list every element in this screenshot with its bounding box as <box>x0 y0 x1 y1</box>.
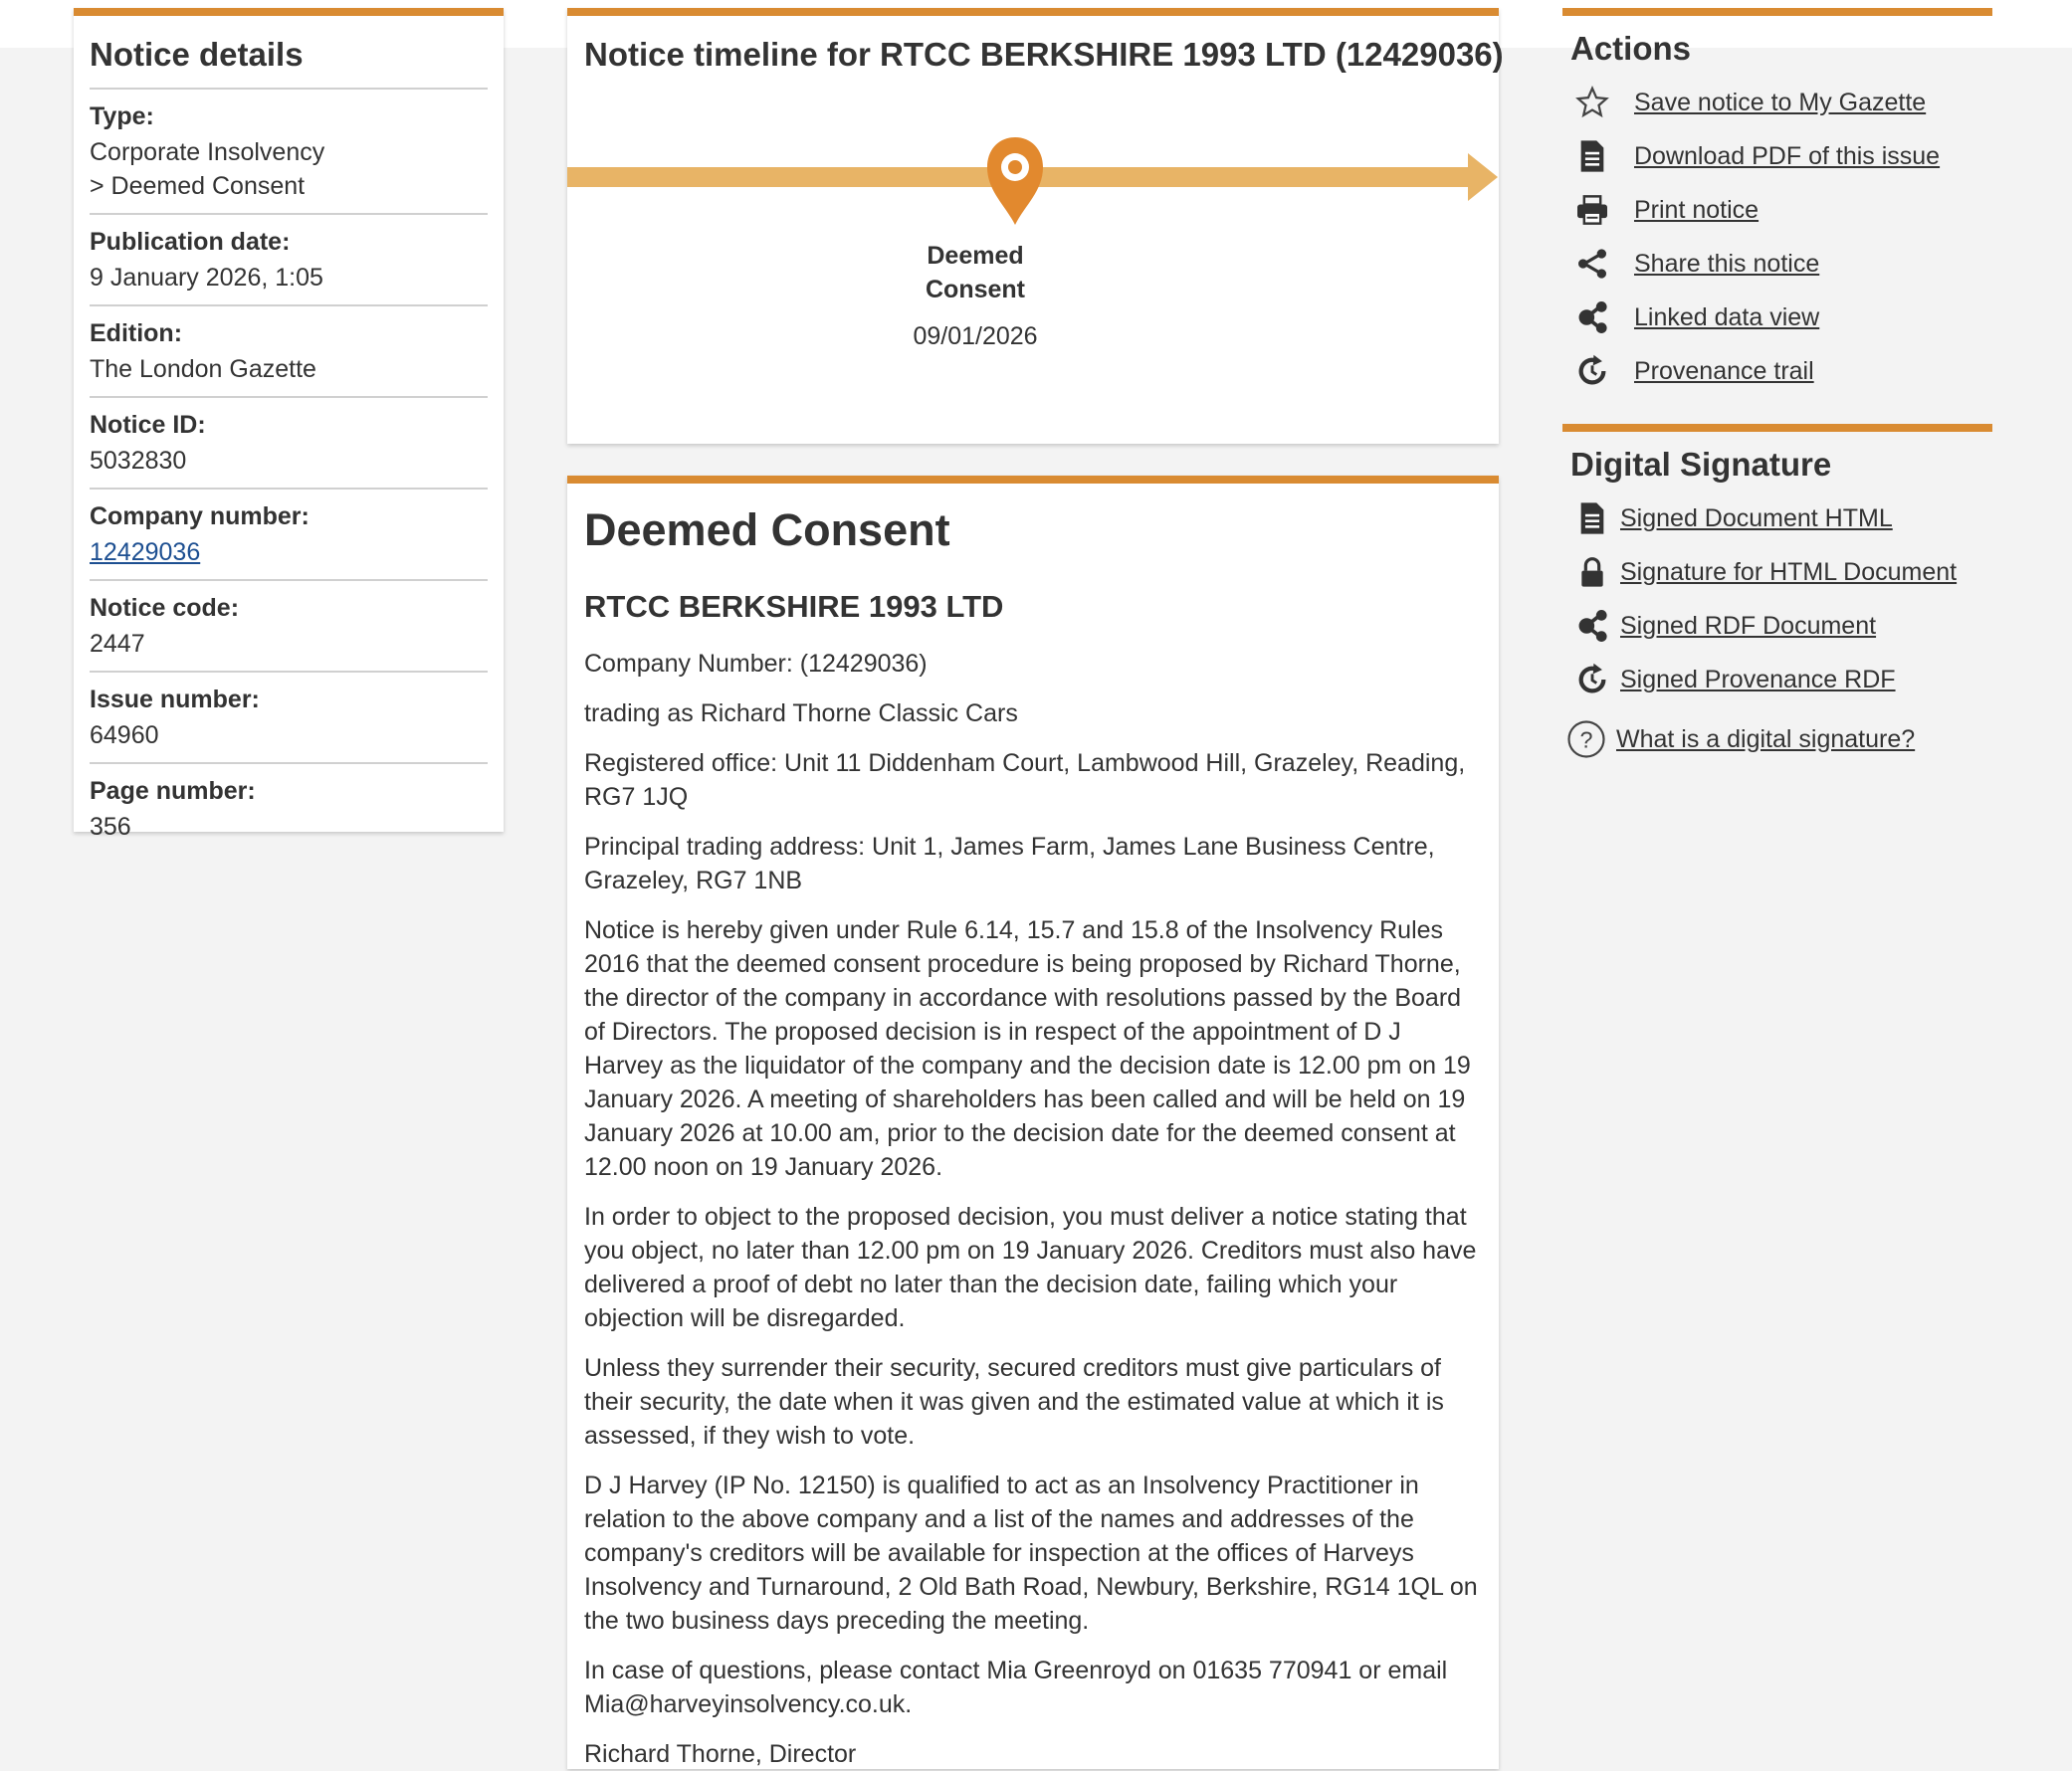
notice-paragraph: Unless they surrender their security, secured creditors must give particulars of their security, the date when it was given and the estimated value at which it is assessed, if they wish to vote. <box>584 1354 1444 1450</box>
detail-label: Page number: <box>90 777 256 805</box>
actions-title: Actions <box>1570 30 1692 67</box>
signature-html-document-link[interactable] <box>1562 545 1992 599</box>
share-notice-action[interactable] <box>1562 237 1992 291</box>
detail-notice-code <box>90 579 488 671</box>
detail-value: The London Gazette <box>90 355 316 383</box>
action-label[interactable]: Provenance trail <box>1634 356 1814 385</box>
document-icon <box>1572 500 1612 536</box>
timeline-event-line: Consent <box>926 276 1025 303</box>
detail-publication-date <box>90 213 488 304</box>
detail-company-number <box>90 488 488 579</box>
detail-value: 356 <box>90 813 131 841</box>
help-icon <box>1564 721 1608 757</box>
detail-label: Issue number: <box>90 686 260 713</box>
digital-signature-panel <box>1562 424 1992 766</box>
notice-body-panel <box>567 476 1499 1769</box>
actions-accent-bar <box>1562 8 1992 16</box>
provenance-trail-action[interactable] <box>1562 344 1992 398</box>
action-label[interactable]: Download PDF of this issue <box>1634 141 1941 170</box>
detail-label: Publication date: <box>90 228 291 256</box>
detail-value: 2447 <box>90 630 145 658</box>
detail-label: Company number: <box>90 502 310 530</box>
detail-label: Type: <box>90 102 154 130</box>
download-pdf-action[interactable] <box>1562 129 1992 183</box>
detail-issue-number <box>90 671 488 762</box>
linked-data-icon <box>1572 299 1612 335</box>
signature-title: Digital Signature <box>1570 446 1832 483</box>
notice-paragraph: Registered office: Unit 11 Diddenham Court, Lambwood Hill, Grazeley, Reading, RG7 1JQ <box>584 749 1466 811</box>
signature-link-label[interactable]: Signed Document HTML <box>1620 503 1893 532</box>
notice-paragraph: Notice is hereby given under Rule 6.14, 15.7 and 15.8 of the Insolvency Rules 2016 that the deemed consent procedure is being proposed by Richard Thorne, the director of the company in accordance with resolutions passed by the Board of Directors. The proposed decision is in respect of the appointment of D J Harvey as the liquidator of the company and the decision date is 12.00 pm on 19 January 2026. A meeting of shareholders has been called and will be held on 19 January 2026 at 10.00 am, prior to the decision date for the deemed consent at 12.00 noon on 19 January 2026. <box>584 916 1471 1181</box>
notice-timeline-panel <box>567 8 1504 444</box>
detail-page-number <box>90 762 488 854</box>
lock-icon <box>1572 554 1612 590</box>
save-notice-action[interactable] <box>1562 76 1992 129</box>
notice-paragraph: Company Number: (12429036) <box>584 650 928 678</box>
star-icon <box>1572 85 1612 120</box>
detail-label: Notice ID: <box>90 411 206 439</box>
actions-panel <box>1562 8 1992 398</box>
notice-details-title: Notice details <box>90 36 304 73</box>
document-icon <box>1572 138 1612 174</box>
svg-text:?: ? <box>1579 726 1593 753</box>
signature-accent-bar <box>1562 424 1992 432</box>
provenance-icon <box>1572 662 1612 697</box>
detail-edition <box>90 304 488 396</box>
share-icon <box>1572 246 1612 282</box>
notice-company-name: RTCC BERKSHIRE 1993 LTD <box>584 589 1004 624</box>
notice-signoff: Richard Thorne, Director <box>584 1740 857 1768</box>
detail-value: 9 January 2026, 1:05 <box>90 264 323 292</box>
notice-paragraph: trading as Richard Thorne Classic Cars <box>584 699 1018 727</box>
company-number-link[interactable]: 12429036 <box>90 538 201 566</box>
detail-label: Edition: <box>90 319 183 347</box>
action-label[interactable]: Save notice to My Gazette <box>1634 88 1927 116</box>
notice-paragraph: Principal trading address: Unit 1, James Farm, James Lane Business Centre, Grazeley, RG7 1NB <box>584 833 1435 894</box>
help-link-label[interactable]: What is a digital signature? <box>1616 724 1916 753</box>
detail-type <box>90 88 488 213</box>
timeline-title: Notice timeline for RTCC BERKSHIRE 1993 LTD (12429036) <box>584 36 1504 73</box>
timeline-event-line: Deemed <box>927 242 1024 270</box>
signature-link-label[interactable]: Signed RDF Document <box>1620 611 1877 640</box>
notice-paragraph: In order to object to the proposed decision, you must deliver a notice stating that you object, no later than 12.00 pm on 19 January 2026. Creditors must also have delivered a proof of debt no later than the decision date, failing which your objection will be disregarded. <box>584 1203 1477 1332</box>
print-notice-action[interactable] <box>1562 183 1992 237</box>
linked-data-action[interactable] <box>1562 291 1992 344</box>
map-pin-icon[interactable] <box>987 137 1043 225</box>
detail-value: 5032830 <box>90 447 187 475</box>
notice-paragraph: D J Harvey (IP No. 12150) is qualified to act as an Insolvency Practitioner in relation to the above company and a list of the names and addresses of the company's creditors will be available for inspection at the offices of Harveys Insolvency and Turnaround, 2 Old Bath Road, Newbury, Berkshire, RG14 1QL on the two business days preceding the meeting. <box>584 1472 1478 1635</box>
action-label[interactable]: Linked data view <box>1634 302 1820 331</box>
notice-paragraph: In case of questions, please contact Mia Greenroyd on 01635 770941 or email Mia@harveyinsolvency.co.uk. <box>584 1657 1448 1718</box>
provenance-icon <box>1572 353 1612 389</box>
notice-heading: Deemed Consent <box>584 504 950 555</box>
signature-link-label[interactable]: Signature for HTML Document <box>1620 557 1958 586</box>
signed-document-html-link[interactable] <box>1562 492 1992 545</box>
signed-provenance-rdf-link[interactable] <box>1562 653 1992 706</box>
timeline-event-date: 09/01/2026 <box>913 322 1038 350</box>
detail-value-subtype: > Deemed Consent <box>90 172 306 200</box>
action-label[interactable]: Print notice <box>1634 195 1760 224</box>
timeline-arrow-icon <box>1468 153 1498 201</box>
timeline-event-label <box>896 239 1055 306</box>
action-label[interactable]: Share this notice <box>1634 249 1820 278</box>
linked-data-icon <box>1572 608 1612 644</box>
timeline-graphic <box>567 125 1499 245</box>
detail-label: Notice code: <box>90 594 240 622</box>
detail-value: Corporate Insolvency <box>90 138 325 166</box>
printer-icon <box>1572 192 1612 228</box>
signature-link-label[interactable]: Signed Provenance RDF <box>1620 665 1896 693</box>
notice-details-panel <box>74 8 504 841</box>
digital-signature-help-link[interactable] <box>1562 712 1992 766</box>
detail-notice-id <box>90 396 488 488</box>
detail-value: 64960 <box>90 721 159 749</box>
signed-rdf-document-link[interactable] <box>1562 599 1992 653</box>
